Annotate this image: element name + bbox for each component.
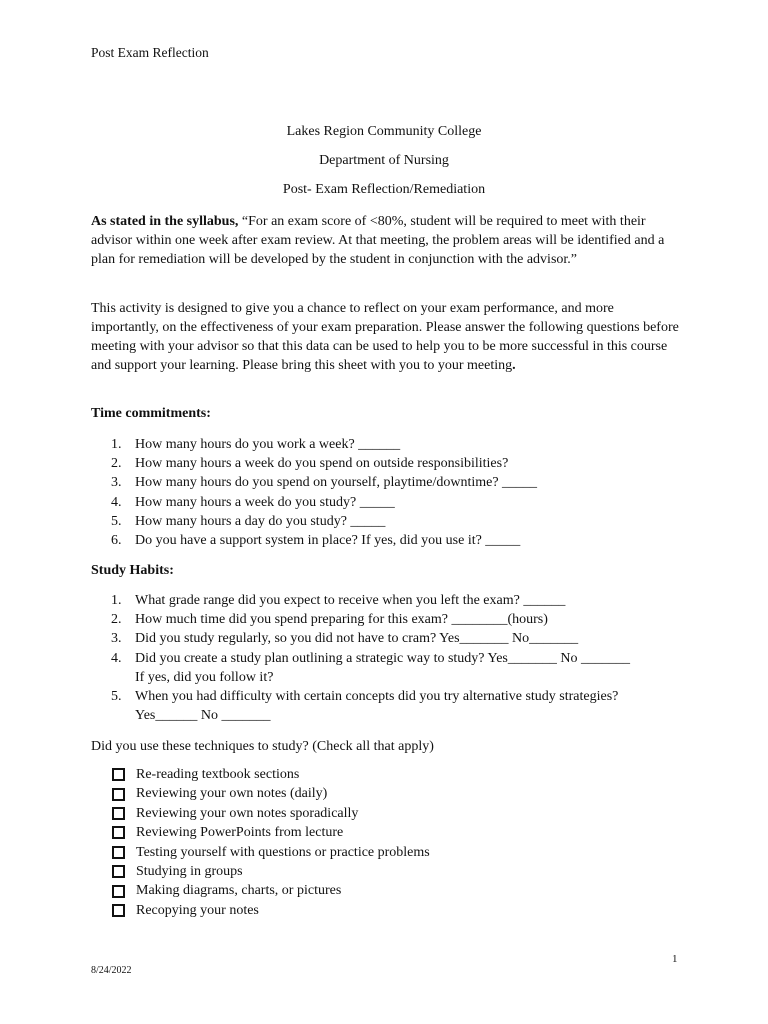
item-number: 1.: [111, 437, 122, 452]
study-habits-list: [91, 591, 691, 725]
item-number: 4.: [111, 650, 122, 666]
list-item: [91, 473, 691, 492]
checklist-item: [112, 843, 430, 862]
question-followup: Yes______ No _______: [135, 708, 271, 724]
time-commitments-heading: Time commitments:: [91, 406, 211, 421]
checklist-item: [112, 784, 430, 803]
question-text: How many hours a day do you study? _____: [135, 513, 386, 529]
question-text: When you had difficulty with certain concepts did you try alternative study strategies?: [135, 689, 619, 705]
intro-end: .: [512, 358, 516, 373]
form-title: Post- Exam Reflection/Remediation: [282, 182, 486, 197]
list-item: [91, 512, 691, 531]
question-text: How many hours do you spend on yourself, playtime/downtime? _____: [135, 475, 538, 491]
study-habits-heading: Study Habits:: [91, 563, 174, 578]
checkbox-icon[interactable]: [112, 865, 125, 878]
question-followup: If yes, did you follow it?: [135, 669, 274, 685]
checklist-label: Studying in groups: [136, 864, 243, 880]
list-item: [91, 591, 691, 610]
list-item: [91, 610, 691, 629]
syllabus-lead: As stated in the syllabus,: [91, 214, 239, 229]
item-number: 1.: [111, 593, 122, 608]
running-header: Post Exam Reflection: [91, 45, 209, 60]
checkbox-icon[interactable]: [112, 846, 125, 859]
item-number: 4.: [111, 494, 122, 510]
list-item: [91, 687, 691, 725]
syllabus-quote: “For an exam score of <80%, student will be required to meet with their advisor within one week after exam review. At that meeting, the problem areas will be identified and a plan for remediation will be developed by the student in conjunction with the advisor.”: [91, 214, 665, 267]
page-number: 1: [672, 953, 678, 965]
checkbox-icon[interactable]: [112, 826, 125, 839]
techniques-checklist: [112, 765, 430, 920]
item-number: 6.: [111, 533, 122, 549]
intro-text: This activity is designed to give you a chance to reflect on your exam performance, and more importantly, on the effectiveness of your exam preparation. Please answer the following questions before meeting with your advisor so that this data can be used to help you to be more successful in this course and support your learning. Please bring this sheet with you to your meeting: [91, 301, 679, 373]
item-number: 5.: [111, 689, 122, 705]
checklist-item: [112, 823, 430, 842]
question-text: Did you study regularly, so you did not have to cram? Yes_______ No_______: [135, 631, 579, 647]
checklist-item: [112, 862, 430, 881]
time-commitments-list: [91, 435, 691, 550]
checklist-label: Recopying your notes: [136, 902, 259, 918]
checklist-item: [112, 765, 430, 784]
checklist-item: [112, 901, 430, 920]
question-text: How much time did you spend preparing for this exam? ________(hours): [135, 612, 548, 628]
question-text: How many hours a week do you study? _____: [135, 494, 395, 510]
list-item: [91, 454, 691, 473]
checkbox-icon[interactable]: [112, 788, 125, 801]
question-text: How many hours a week do you spend on outside responsibilities?: [135, 456, 509, 472]
list-item: [91, 493, 691, 512]
intro-paragraph: [91, 299, 679, 375]
syllabus-paragraph: [91, 212, 679, 269]
list-item: [91, 649, 691, 687]
checklist-item: [112, 881, 430, 900]
checklist-item: [112, 804, 430, 823]
item-number: 2.: [111, 456, 122, 472]
checklist-label: Reviewing your own notes sporadically: [136, 805, 359, 821]
checklist-label: Reviewing PowerPoints from lecture: [136, 825, 344, 841]
question-text: Did you create a study plan outlining a strategic way to study? Yes_______ No _______: [135, 650, 630, 666]
question-text: How many hours do you work a week? ______: [135, 437, 401, 452]
checkbox-icon[interactable]: [112, 904, 125, 917]
techniques-prompt: Did you use these techniques to study? (Check all that apply): [91, 739, 434, 754]
checkbox-icon[interactable]: [112, 768, 125, 781]
footer-date: 8/24/2022: [91, 965, 132, 976]
department-name: Department of Nursing: [319, 153, 449, 168]
item-number: 2.: [111, 612, 122, 628]
item-number: 5.: [111, 513, 122, 529]
item-number: 3.: [111, 475, 122, 491]
question-text: What grade range did you expect to receive when you left the exam? ______: [135, 593, 566, 608]
checkbox-icon[interactable]: [112, 807, 125, 820]
question-text: Do you have a support system in place? If yes, did you use it? _____: [135, 533, 521, 549]
list-item: [91, 629, 691, 648]
checklist-label: Making diagrams, charts, or pictures: [136, 883, 342, 899]
checklist-label: Reviewing your own notes (daily): [136, 786, 328, 802]
checklist-label: Re-reading textbook sections: [136, 767, 300, 782]
checkbox-icon[interactable]: [112, 885, 125, 898]
list-item: [91, 435, 691, 454]
item-number: 3.: [111, 631, 122, 647]
checklist-label: Testing yourself with questions or practice problems: [136, 844, 430, 860]
list-item: [91, 531, 691, 550]
college-name: Lakes Region Community College: [286, 124, 482, 139]
